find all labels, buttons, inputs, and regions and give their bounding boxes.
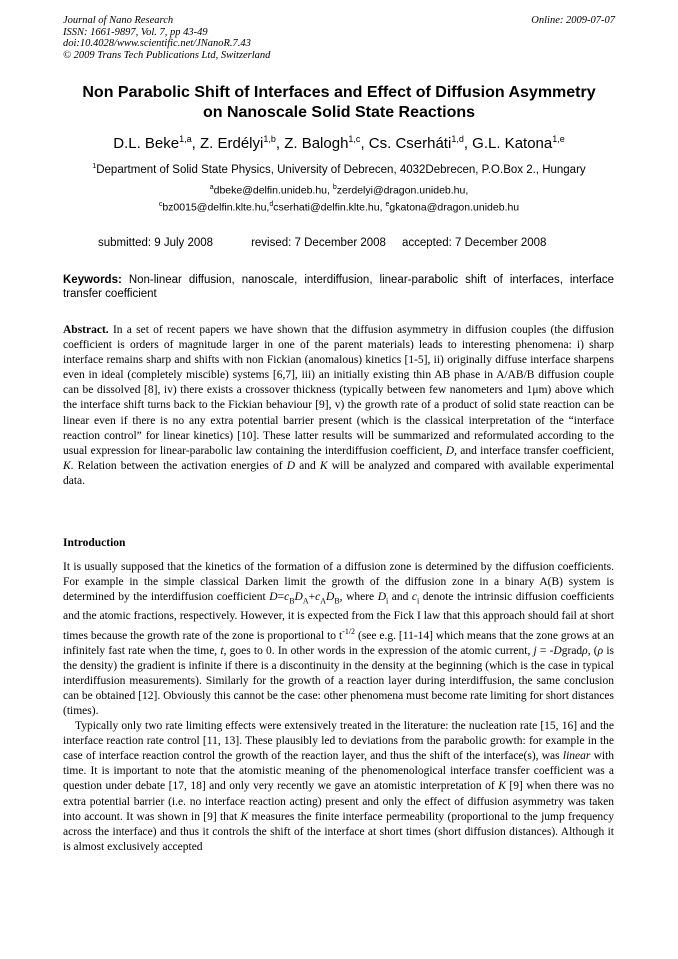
online-date: Online: 2009-07-07 — [531, 15, 615, 26]
section-heading: Introduction — [63, 537, 126, 549]
keywords — [63, 273, 614, 301]
affiliation — [40, 160, 638, 177]
symbol-k: K — [63, 459, 71, 472]
author-name: G.L. Katona — [472, 135, 553, 152]
symbol-d: D — [445, 444, 455, 457]
journal-name: Journal of Nano Research — [63, 15, 174, 26]
publication-dates — [98, 237, 546, 249]
author-affil-mark: 1,e — [552, 134, 565, 144]
author-name: Z. Balogh — [284, 135, 349, 152]
paper-title — [40, 83, 638, 123]
symbol-d: D — [286, 459, 296, 472]
journal-copyright: © 2009 Trans Tech Publications Ltd, Switzerland — [63, 49, 271, 61]
email-link[interactable]: dbeke@delfin.unideb.hu — [213, 184, 328, 197]
author-emails: $^a$dbeke@delfin.unideb.hu, $^b$zerdelyi@dragon.unideb.hu, $^c$bz0015@delfin.klte.hu,$^d$cserhati@delfin.klte.hu, $^e$gkatona@dragon.unideb.hu — [158, 184, 520, 213]
author-name: Cs. Cserháti — [368, 135, 452, 152]
email-link[interactable]: bz0015@delfin.klte.hu — [162, 201, 267, 213]
author-affil-mark: 1,d — [451, 134, 464, 144]
email-link[interactable]: gkatona@dragon.unideb.hu — [389, 201, 520, 213]
paragraph: It is usually supposed that the kinetics of the formation of a diffusion zone is determined by the diffusion coefficients. For example in the simple classical Darken limit the growth of the diffusion zone in a binary A(B) system is determined by the interdiffusion coefficient $D=c_BD_A+c_AD_B$, where $D_i$ and $c_i$ denote the intrinsic diffusion coefficients and the atomic fractions, respectively. However, it is expected from the Fick I law that this approach should fail at short times because the growth rate of the zone is proportional to $t^{-1/2}$ (see e.g. [11-14] which means that the zone grows at an infinitely fast rate when the time, t, goes to 0. In other words in the expression of the atomic current, j = -Dgradρ, (ρ is the density) the gradient is infinite if there is a discontinuity in the density at the beginning (which is the case in typical interdiffusion measurements). Similarly for the growth of a reaction layer during interdiffusion, the same conclusion can be obtained [12]. Obviously this cannot be the case: other phenomena must become rate limiting for short distances (times). — [63, 561, 615, 717]
paragraph: Typically only two rate limiting effects were extensively treated in the literature: the nucleation rate [15, 16] and the interface reaction rate control [11, 13]. These plausibly led to deviations from the parabolic growth: for example in the case of interface reaction control the growth of the reaction layer, and thus the shift of the interface(s), was linear with time. It is important to note that the atomistic meaning of the phenomenological interface transfer coefficient was a question under debate [17, 18] and only very recently we gave an atomistic interpretation of K [9] when there was no extra potential barrier (i.e. no interface reaction acting) present and only the effect of diffusion asymmetry was taken into account. It was shown in [9] that K measures the finite interface permeability (proportional to the jump frequency across the interface) and thus it controls the shift of the interface at short times (short diffusion distances). Although it is almost exclusively accepted — [63, 720, 615, 853]
abstract-text: . Relation between the activation energies of — [70, 459, 283, 472]
author-list: D.L. Beke$^{1,a}$, Z. Erdélyi$^{1,b}$, Z. Balogh$^{1,c}$, Cs. Cserháti$^{1,d}$, G.L. Katona$^{1,e}$ — [113, 134, 565, 152]
abstract-label: Abstract. — [63, 324, 109, 336]
accepted-date: accepted: 7 December 2008 — [401, 237, 547, 249]
journal-header — [63, 15, 270, 61]
title-line-2: on Nanoscale Solid State Reactions — [202, 104, 476, 121]
journal-doi: doi:10.4028/www.scientific.net/JNanoR.7.43 — [63, 38, 251, 49]
abstract-text: In a set of recent papers we have shown that the diffusion asymmetry in diffusion couples (the diffusion coefficient is orders of magnitude larger in one of the parent materials) leads to interesting phenomena: i) sharp interface remains sharp and shifts with non Fickian (anomalous) kinetics [1-5], ii) originally diffuse interface sharpens even in ideal (completely miscible) systems [6,7], iii) an initially existing thin AB phase in A/AB/B diffusion couple can be dissolved [8], iv) there exists a crossover thickness (typically between few nanometers and 1μm) above which the interface shift turns back to the Fickian behaviour [9], v) the growth rate of a product of solid state reaction can be linear even if there is no any extra potential barrier present (which is the classical interpretation of the “interface reaction control” for linear kinetics) [10]. These latter results will be summarized and reformulated according to the usual expression for linear-parabolic law containing the interdiffusion coefficient, — [63, 324, 614, 457]
author-name: Z. Erdélyi — [199, 135, 264, 152]
symbol-k: K — [319, 459, 328, 472]
author-affil-mark: 1,b — [263, 134, 276, 144]
affiliation-mark: 1 — [92, 163, 97, 170]
keywords-text: Non-linear diffusion, nanoscale, interdiffusion, linear-parabolic shift of interfaces, interface transfer coefficient — [63, 274, 615, 300]
author-affil-mark: 1,c — [348, 134, 361, 144]
email-link[interactable]: cserhati@delfin.klte.hu — [273, 201, 380, 213]
author-affil-mark: 1,a — [179, 134, 192, 144]
keywords-label: Keywords: — [63, 274, 122, 286]
title-line-1: Non Parabolic Shift of Interfaces and Effect of Diffusion Asymmetry — [82, 84, 596, 101]
abstract-text: will be analyzed and compared with available experimental data. — [63, 459, 615, 487]
email-link[interactable]: zerdelyi@dragon.unideb.hu — [336, 184, 466, 197]
introduction-body — [63, 560, 614, 855]
abstract-text: , and interface transfer coefficient, — [454, 444, 614, 457]
abstract-text: and — [299, 459, 316, 472]
revised-date: revised: 7 December 2008 — [251, 237, 386, 249]
author-name: D.L. Beke — [113, 135, 180, 152]
affiliation-text: Department of Solid State Physics, University of Debrecen, 4032Debrecen, P.O.Box 2., Hungary — [96, 163, 586, 176]
journal-issn: ISSN: 1661-9897, Vol. 7, pp 43-49 — [63, 26, 208, 38]
submitted-date: submitted: 9 July 2008 — [98, 237, 214, 249]
abstract — [63, 323, 614, 489]
